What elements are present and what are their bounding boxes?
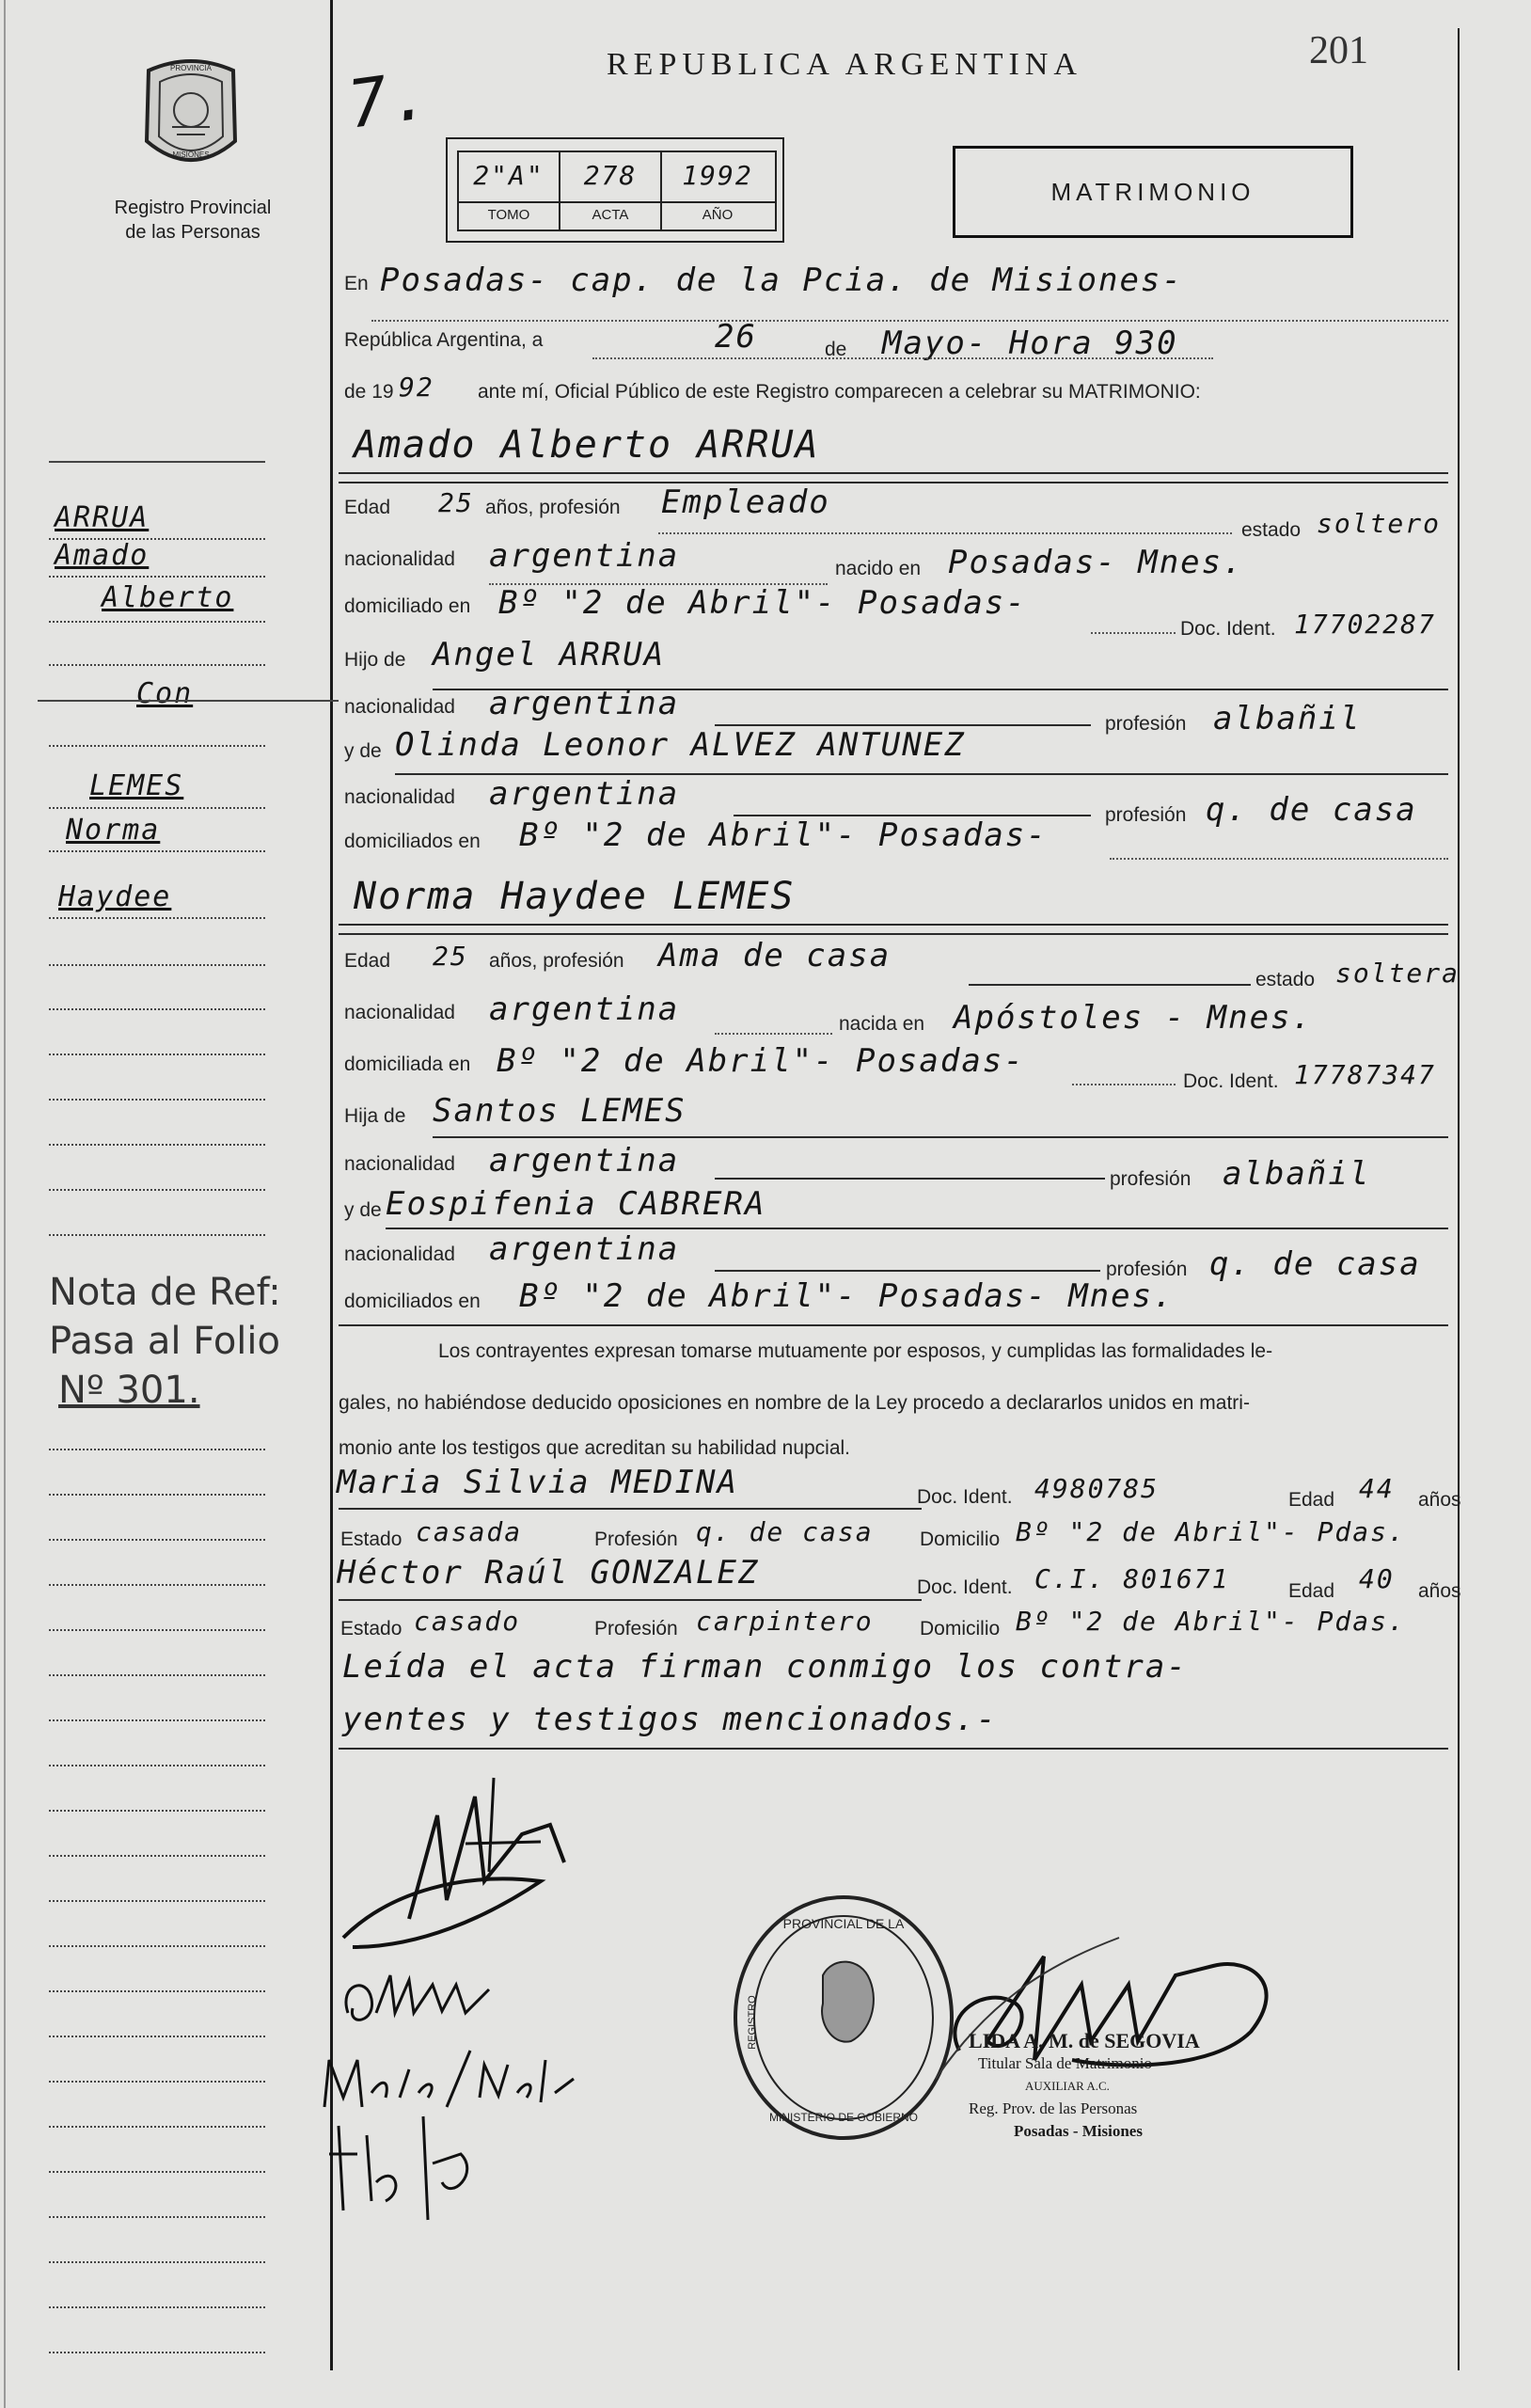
groom-status: soltero (1317, 508, 1442, 539)
registry-name (75, 196, 310, 245)
country-title: REPUBLICA ARGENTINA (607, 47, 1082, 82)
witness-1-doc: 4980785 (1034, 1473, 1160, 1504)
official-name: LIDA A. M. de SEGOVIA (969, 2029, 1200, 2052)
bride-nacida-label: nacida en (839, 1013, 925, 1035)
witness-2-name: Héctor Raúl GONZALEZ (337, 1554, 760, 1592)
groom-domicilio-label: domiciliado en (344, 595, 471, 617)
right-border-line (1458, 28, 1460, 2370)
folio-number: 201 (1309, 29, 1368, 72)
witness-1-address: Bº "2 de Abril"- Pdas. (1016, 1516, 1406, 1547)
witness-2-doc-label: Doc. Ident. (917, 1576, 1013, 1598)
witness-2-anos-label: años (1418, 1580, 1461, 1602)
nota-line-2: Pasa al Folio (49, 1320, 280, 1363)
margin-reference-note (49, 1268, 281, 1415)
witness-1-profession: q. de casa (696, 1516, 874, 1547)
de-label: de (825, 339, 847, 360)
witness-1-domicilio-label: Domicilio (920, 1529, 1001, 1550)
signature-witness-a (339, 1956, 508, 2041)
groom-doc-label: Doc. Ident. (1180, 618, 1276, 640)
witness-2-address: Bº "2 de Abril"- Pdas. (1016, 1606, 1406, 1637)
groom-age: 25 (438, 487, 474, 518)
bride-birthplace: Apóstoles - Mnes. (954, 999, 1313, 1037)
groom-mother-nationality: argentina (489, 775, 680, 813)
groom-edad-label: Edad (344, 497, 391, 518)
witness-2-estado-label: Estado (340, 1618, 402, 1640)
anio-value: 1992 (682, 160, 753, 191)
groom-mother-profession: q. de casa (1206, 791, 1417, 829)
bride-edad-label: Edad (344, 950, 391, 972)
republic-label: República Argentina, a (344, 329, 544, 351)
witness-2-status: casado (414, 1606, 521, 1637)
bride-mother-prof-label: profesión (1106, 1259, 1188, 1280)
groom-address: Bº "2 de Abril"- Posadas- (498, 584, 1027, 622)
official-role: AUXILIAR A.C. (1025, 2079, 1110, 2093)
groom-birthplace: Posadas- Mnes. (948, 544, 1244, 581)
day-value: 26 (715, 318, 757, 356)
year-prefix: de 19 (344, 381, 394, 403)
witness-2-profesion-label: Profesión (594, 1618, 678, 1640)
registry-line-2: de las Personas (125, 222, 260, 243)
month-time-value: Mayo- Hora 930 (882, 325, 1178, 362)
bride-father: Santos LEMES (433, 1092, 687, 1130)
witness-1-name: Maria Silvia MEDINA (337, 1464, 738, 1501)
bride-doc: 17787347 (1294, 1059, 1436, 1090)
bride-father-profession: albañil (1223, 1155, 1371, 1193)
groom-nacionalidad-label: nacionalidad (344, 548, 455, 570)
closing-line-2: yentes y testigos mencionados.- (342, 1701, 998, 1738)
bride-estado-label: estado (1255, 969, 1316, 990)
bride-hija-label: Hija de (344, 1105, 406, 1127)
signature-groom (334, 1759, 635, 1975)
bride-mother-nationality: argentina (489, 1230, 680, 1268)
tomo-value: 2"A" (473, 160, 545, 191)
margin-given-3: Norma (66, 814, 161, 847)
registry-line-1: Registro Provincial (114, 198, 272, 218)
official-title: Titular Sala de Matrimonio (978, 2054, 1152, 2072)
margin-con: Con (136, 677, 194, 710)
official-location: Posadas - Misiones (1014, 2122, 1143, 2140)
bride-mother-profession: q. de casa (1209, 1245, 1421, 1283)
groom-mother-prof-label: profesión (1105, 804, 1187, 826)
bride-profession: Ama de casa (658, 937, 892, 974)
bride-doc-label: Doc. Ident. (1183, 1070, 1279, 1092)
groom-father-profession: albañil (1213, 700, 1362, 737)
witness-2-profession: carpintero (696, 1606, 874, 1637)
witness-1-profesion-label: Profesión (594, 1529, 678, 1550)
margin-surname-2: LEMES (89, 769, 184, 802)
margin-given-1: Amado (55, 539, 150, 572)
svg-text:PROVINCIAL DE LA: PROVINCIAL DE LA (782, 1916, 905, 1931)
witness-1-doc-label: Doc. Ident. (917, 1486, 1013, 1508)
tomo-label: TOMO (487, 207, 530, 223)
record-reference-box (446, 137, 784, 243)
groom-profesion-label: años, profesión (485, 497, 621, 518)
left-edge-line (4, 0, 6, 2408)
registry-seal-icon (729, 1891, 959, 2145)
acta-label: ACTA (592, 207, 629, 223)
margin-divider-line (330, 0, 333, 2370)
en-label: En (344, 273, 369, 294)
bride-status: soltera (1335, 958, 1460, 989)
provincial-emblem-icon (130, 52, 252, 183)
groom-father: Angel ARRUA (433, 636, 666, 673)
witness-1-age: 44 (1359, 1473, 1395, 1504)
witness-2-domicilio-label: Domicilio (920, 1618, 1001, 1640)
nota-line-1: Nota de Ref: (49, 1271, 281, 1314)
bride-father-nationality: argentina (489, 1142, 680, 1180)
bride-age: 25 (433, 941, 468, 972)
bride-mother: Eospifenia CABRERA (386, 1185, 766, 1223)
anio-label: AÑO (702, 207, 734, 223)
bride-parents-dom-label: domiciliados en (344, 1291, 481, 1312)
witness-2-doc: C.I. 801671 (1034, 1563, 1230, 1594)
bride-domicilio-label: domiciliada en (344, 1054, 471, 1075)
groom-estado-label: estado (1241, 519, 1302, 541)
groom-father-nac-label: nacionalidad (344, 696, 455, 718)
witness-1-edad-label: Edad (1288, 1489, 1335, 1511)
margin-mark: 7. (342, 55, 436, 144)
groom-profession: Empleado (661, 483, 830, 521)
bride-nationality: argentina (489, 990, 680, 1028)
svg-text:MINISTERIO DE GOBIERNO: MINISTERIO DE GOBIERNO (768, 2111, 919, 2124)
signature-witness-hector (320, 2107, 508, 2229)
groom-father-nationality: argentina (489, 685, 680, 722)
witness-1-status: casada (416, 1516, 523, 1547)
bride-profesion-label: años, profesión (489, 950, 624, 972)
groom-father-prof-label: profesión (1105, 713, 1187, 735)
bride-mother-nac-label: nacionalidad (344, 1244, 455, 1265)
svg-text:MISIONES: MISIONES (172, 150, 210, 159)
groom-y-de-label: y de (344, 740, 382, 762)
groom-mother-nac-label: nacionalidad (344, 786, 455, 808)
witness-2-edad-label: Edad (1288, 1580, 1335, 1602)
place-value: Posadas- cap. de la Pcia. de Misiones- (380, 261, 1183, 299)
official-stamp-block (969, 2030, 1200, 2143)
declaration-line-2: gales, no habiéndose deducido oposiciones en nombre de la Ley procedo a declararlos unidos en matri- (339, 1392, 1250, 1414)
groom-nationality: argentina (489, 537, 680, 575)
witness-1-estado-label: Estado (340, 1529, 402, 1550)
groom-full-name: Amado Alberto ARRUA (354, 423, 820, 467)
bride-nacionalidad-label: nacionalidad (344, 1002, 455, 1023)
document-type-box: MATRIMONIO (953, 146, 1353, 238)
bride-y-de-label: y de (344, 1199, 382, 1221)
groom-hijo-label: Hijo de (344, 649, 406, 671)
bride-father-prof-label: profesión (1110, 1168, 1192, 1190)
declaration-line-3: monio ante los testigos que acreditan su habilidad nupcial. (339, 1437, 851, 1459)
official-registry: Reg. Prov. de las Personas (969, 2099, 1138, 2117)
groom-nacido-label: nacido en (835, 558, 922, 579)
bride-address: Bº "2 de Abril"- Posadas- (497, 1042, 1025, 1080)
svg-text:PROVINCIA: PROVINCIA (169, 64, 213, 72)
nota-line-3: Nº 301. (58, 1369, 200, 1412)
bride-parents-address: Bº "2 de Abril"- Posadas- Mnes. (519, 1277, 1175, 1315)
acta-value: 278 (583, 160, 638, 191)
margin-surname: ARRUA (55, 501, 150, 534)
bride-father-nac-label: nacionalidad (344, 1153, 455, 1175)
declaration-line-1: Los contrayentes expresan tomarse mutuamente por esposos, y cumplidas las formalidades le- (438, 1340, 1273, 1362)
witness-1-anos-label: años (1418, 1489, 1461, 1511)
groom-doc: 17702287 (1294, 609, 1436, 640)
year-suffix: 92 (399, 372, 434, 403)
margin-given-2: Alberto (102, 581, 234, 614)
witness-2-age: 40 (1359, 1563, 1395, 1594)
closing-line-1: Leída el acta firman conmigo los contra- (342, 1648, 1188, 1686)
groom-parents-address: Bº "2 de Abril"- Posadas- (519, 816, 1048, 854)
intro-statement: ante mí, Oficial Público de este Registro comparecen a celebrar su MATRIMONIO: (478, 381, 1201, 403)
svg-text:REGISTRO: REGISTRO (747, 1995, 758, 2050)
groom-parents-dom-label: domiciliados en (344, 831, 481, 852)
groom-mother: Olinda Leonor ALVEZ ANTUNEZ (395, 726, 966, 764)
bride-full-name: Norma Haydee LEMES (354, 875, 796, 918)
margin-given-4: Haydee (58, 880, 172, 913)
